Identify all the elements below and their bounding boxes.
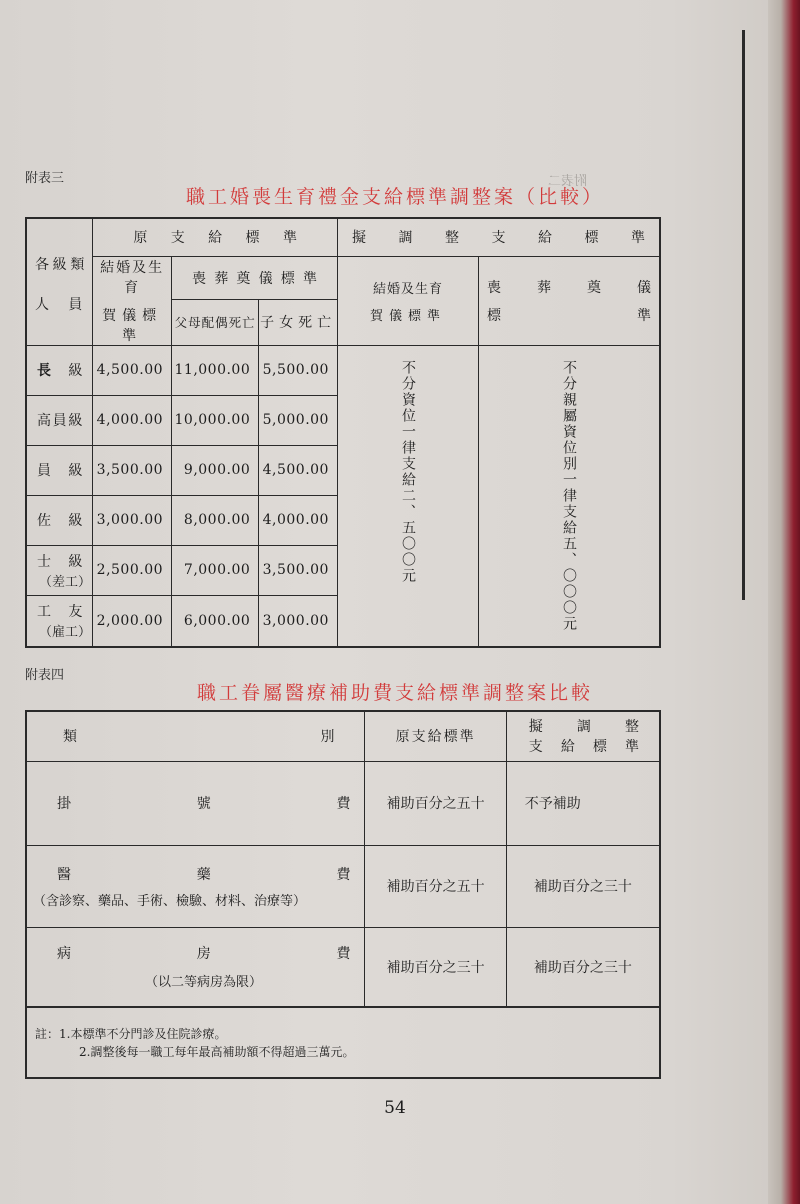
wedding-value: 4,500.00 xyxy=(93,345,172,395)
wedding-value: 2,000.00 xyxy=(93,595,172,647)
category-header: 各 級 類 xyxy=(35,256,85,273)
child-value: 4,000.00 xyxy=(259,495,338,545)
original-value: 補助百分之三十 xyxy=(365,927,506,1007)
parent-value: 11,000.00 xyxy=(172,345,259,395)
parent-value: 8,000.00 xyxy=(172,495,259,545)
original-value: 補助百分之五十 xyxy=(365,761,506,845)
table-row xyxy=(26,345,660,395)
grade-cell: 工 友 （雇工） xyxy=(26,595,93,647)
funeral-header: 喪 葬 奠 儀 標 準 xyxy=(172,256,338,299)
grade-cell: 長 級 xyxy=(26,345,93,395)
proposed-standard-header: 擬 調 整 支 給 標 準 xyxy=(337,218,660,256)
new-wedding-birth-header: 結婚及生育 賀儀標準 xyxy=(337,256,478,345)
proposed-wedding-cell xyxy=(337,345,478,647)
fee-type-cell: 病 房 費 （以二等病房為限） xyxy=(26,927,365,1007)
fee-type-cell: 醫 藥 費 （含診察、藥品、手術、檢驗、材料、治療等） xyxy=(26,845,365,927)
notes-box xyxy=(25,1007,661,1079)
table-row xyxy=(26,845,660,927)
grade-cell: 佐 級 xyxy=(26,495,93,545)
wedding-value: 3,500.00 xyxy=(93,445,172,495)
table3-title: 職工婚喪生育禮金支給標準調整案（比較） xyxy=(185,186,604,208)
type-header: 類 別 xyxy=(26,711,365,761)
child-value: 5,500.00 xyxy=(259,345,338,395)
table4-title: 職工眷屬醫療補助費支給標準調整案比較 xyxy=(196,682,593,704)
medical-subsidy-table xyxy=(25,710,661,1008)
proposed-wedding-text: 不分資位一律支給二、五〇〇元 xyxy=(399,359,416,584)
table4-label: 附表四 xyxy=(25,668,65,683)
allowance-table xyxy=(25,217,661,648)
grade-subnote: （雇工） xyxy=(39,625,92,641)
parent-value: 10,000.00 xyxy=(172,395,259,445)
child-value: 3,000.00 xyxy=(259,595,338,647)
book-spine xyxy=(768,0,800,1204)
parent-value: 9,000.00 xyxy=(172,445,259,495)
fee-note: （以二等病房為限） xyxy=(145,975,263,991)
wedding-birth-header: 結婚及生育 賀儀標準 xyxy=(93,256,172,345)
proposed-value: 補助百分之三十 xyxy=(506,845,660,927)
table3-label: 附表三 xyxy=(25,171,65,186)
personnel-header: 人 員 xyxy=(35,296,83,313)
child-header: 子女死亡 xyxy=(259,299,338,345)
table-row xyxy=(26,761,660,845)
table-row xyxy=(26,927,660,1007)
wedding-value: 4,000.00 xyxy=(93,395,172,445)
proposed-standard-header: 擬 調 整 支 給 標 準 xyxy=(506,711,660,761)
grade-cell: 員 級 xyxy=(26,445,93,495)
note-1: 註：1.本標準不分門診及住院診療。 xyxy=(35,1027,227,1041)
parent-value: 6,000.00 xyxy=(172,595,259,647)
proposed-funeral-text: 不分親屬資位別一律支給五、〇〇〇元 xyxy=(560,359,577,632)
child-value: 3,500.00 xyxy=(259,545,338,595)
gutter-line xyxy=(742,30,745,600)
grade-cell: 士 級 （差工） xyxy=(26,545,93,595)
parent-value: 7,000.00 xyxy=(172,545,259,595)
proposed-value: 不予補助 xyxy=(506,761,660,845)
category-header-cell xyxy=(26,218,93,345)
wedding-value: 3,000.00 xyxy=(93,495,172,545)
proposed-funeral-cell xyxy=(478,345,660,647)
fee-note: （含診察、藥品、手術、檢驗、材料、治療等） xyxy=(33,893,307,909)
page-number: 54 xyxy=(384,1098,406,1118)
child-value: 4,500.00 xyxy=(259,445,338,495)
fee-type-cell: 掛 號 費 xyxy=(26,761,365,845)
note-2: 2.調整後每一職工每年最高補助額不得超過三萬元。 xyxy=(79,1045,355,1059)
grade-subnote: （差工） xyxy=(39,574,92,590)
original-standard-header: 原 支 給 標 準 xyxy=(93,218,338,256)
parent-spouse-header: 父母配偶死亡 xyxy=(172,299,259,345)
new-funeral-header: 喪 葬 奠 儀 標 準 xyxy=(478,256,660,345)
bleed-through-label: 附表二 xyxy=(548,174,588,189)
child-value: 5,000.00 xyxy=(259,395,338,445)
original-standard-header: 原支給標準 xyxy=(365,711,506,761)
proposed-value: 補助百分之三十 xyxy=(506,927,660,1007)
original-value: 補助百分之五十 xyxy=(365,845,506,927)
grade-cell: 高 員 級 xyxy=(26,395,93,445)
wedding-value: 2,500.00 xyxy=(93,545,172,595)
